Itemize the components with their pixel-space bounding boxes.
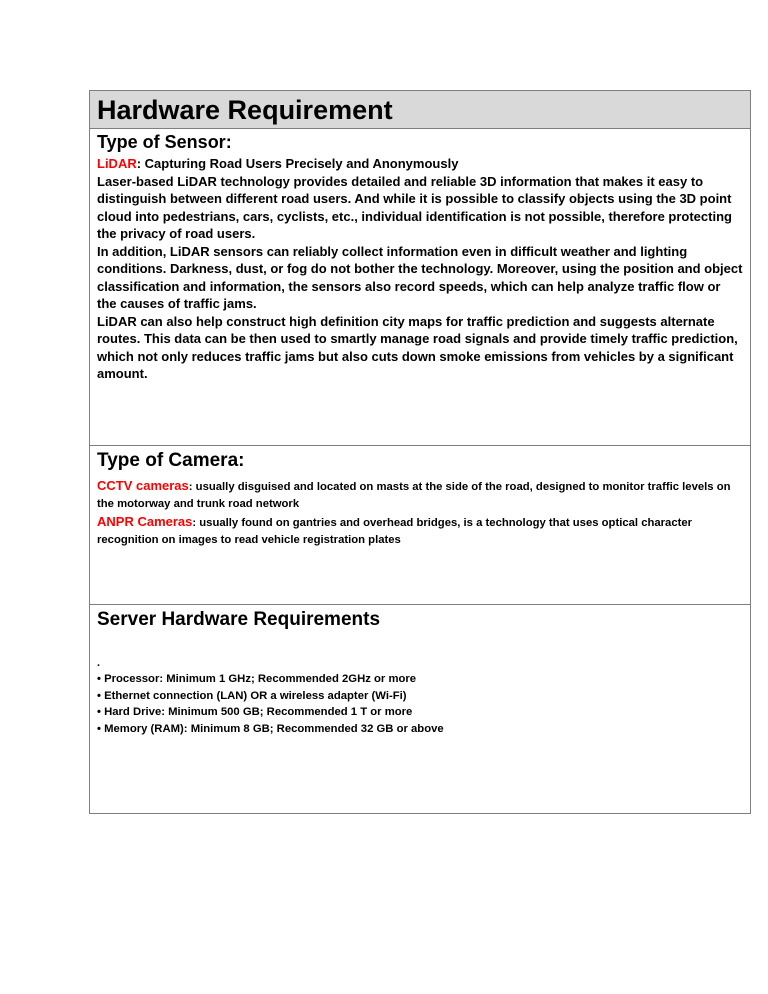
sensor-paragraph-1: Laser-based LiDAR technology provides detailed and reliable 3D information that makes it easy to distinguish between different road users. And while it is possible to classify objects using the 3D point cloud into pedestrians, cars, cyclists, etc., individual identification is not possible, therefore protecting the privacy of road users. (97, 173, 732, 241)
anpr-label: ANPR Cameras (97, 514, 193, 529)
server-bullet-ethernet: • Ethernet connection (LAN) OR a wireless adapter (Wi-Fi) (97, 689, 407, 702)
sensor-body (97, 155, 743, 383)
server-bullet-hard-drive: • Hard Drive: Minimum 500 GB; Recommended 1 T or more (97, 706, 413, 718)
server-bullet-memory: • Memory (RAM): Minimum 8 GB; Recommended 32 GB or above (97, 722, 444, 735)
sensor-heading: Type of Sensor: (97, 132, 232, 152)
page-title: Hardware Requirement (97, 95, 393, 125)
cctv-text: : usually disguised and located on masts at the side of the road, designed to monitor traffic levels on the motorway and trunk road network (97, 481, 731, 510)
camera-item-cctv (97, 477, 743, 513)
lidar-label: LiDAR (97, 156, 137, 171)
server-section (90, 605, 750, 813)
sensor-paragraph-3: LiDAR can also help construct high definition city maps for traffic prediction and suggests alternate routes. This data can be then used to smartly manage road signals and provide timely traffic prediction, which not only reduces traffic jams but also cuts down smoke emissions from vehicles by a significant amount. (97, 313, 738, 381)
server-heading: Server Hardware Requirements (97, 609, 381, 630)
camera-heading: Type of Camera: (97, 450, 245, 471)
server-bullet-processor: • Processor: Minimum 1 GHz; Recommended 2GHz or more (97, 673, 417, 685)
camera-body (97, 477, 743, 549)
lidar-title-line (97, 155, 743, 173)
sensor-paragraph-2: In addition, LiDAR sensors can reliably collect information even in difficult weather and lighting conditions. Darkness, dust, or fog do not bother the technology. Moreover, using the position and object classification and information, the sensors also record speeds, which can help analyze traffic flow or the causes of traffic jams. (97, 243, 743, 311)
requirements-table (89, 90, 751, 814)
anpr-text: : usually found on gantries and overhead bridges, is a technology that uses optical character recognition on images to read vehicle registration plates (97, 517, 693, 546)
lidar-subtitle: : Capturing Road Users Precisely and Anonymously (136, 156, 459, 171)
server-dot: . (97, 657, 101, 669)
server-body (97, 655, 743, 737)
sensor-section (90, 129, 750, 446)
cctv-label: CCTV cameras (97, 478, 189, 493)
title-row (90, 91, 750, 129)
camera-section (90, 446, 750, 605)
camera-item-anpr (97, 513, 743, 549)
